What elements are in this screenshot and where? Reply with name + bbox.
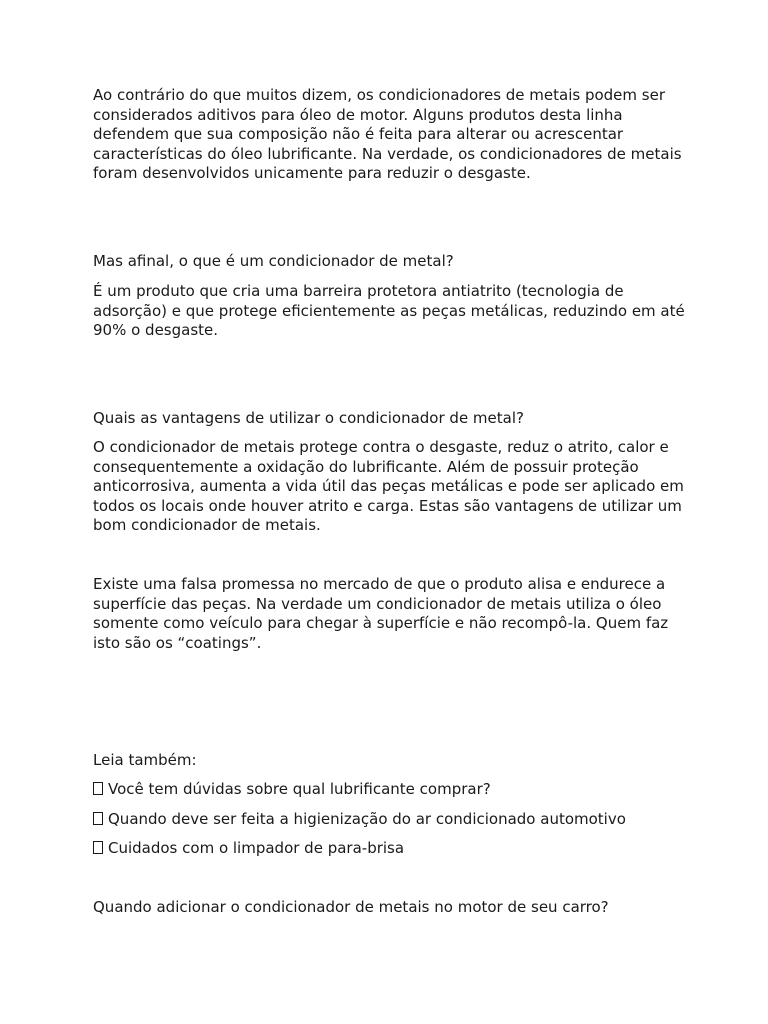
read-also-label: Leia também: bbox=[93, 751, 197, 769]
section-heading-advantages: Quais as vantagens de utilizar o condicionador de metal? bbox=[93, 409, 524, 427]
missing-glyph-icon bbox=[93, 841, 103, 854]
read-also-link-air-conditioning[interactable] bbox=[93, 810, 626, 830]
missing-glyph-icon bbox=[93, 782, 103, 795]
read-also-link-lubricant[interactable] bbox=[93, 780, 491, 800]
read-also-link-text: Você tem dúvidas sobre qual lubrificante comprar? bbox=[108, 780, 491, 798]
final-question-heading: Quando adicionar o condicionador de metais no motor de seu carro? bbox=[93, 898, 609, 916]
read-also-link-text: Quando deve ser feita a higienização do ar condicionado automotivo bbox=[108, 810, 626, 828]
missing-glyph-icon bbox=[93, 812, 103, 825]
section-heading-what-is: Mas afinal, o que é um condicionador de metal? bbox=[93, 252, 454, 270]
section-body-what-is: É um produto que cria uma barreira protetora antiatrito (tecnologia de adsorção) e que protege eficientemente as peças metálicas, reduzindo em até 90% o desgaste. bbox=[93, 282, 685, 339]
read-also-link-text: Cuidados com o limpador de para-brisa bbox=[108, 839, 405, 857]
section-body-advantages: O condicionador de metais protege contra o desgaste, reduz o atrito, calor e consequentemente a oxidação do lubrificante. Além de possuir proteção anticorrosiva, aumenta a vida útil das peças metálicas e pode ser aplicado em todos os locais onde houver atrito e carga. Estas são vantagens de utilizar um bom condicionador de metais. bbox=[93, 438, 684, 534]
intro-paragraph: Ao contrário do que muitos dizem, os condicionadores de metais podem ser considerados aditivos para óleo de motor. Alguns produtos desta linha defendem que sua composição não é feita para alterar ou acrescentar características do óleo lubrificante. Na verdade, os condicionadores de metais foram desenvolvidos unicamente para reduzir o desgaste. bbox=[93, 86, 682, 182]
read-also-link-windshield-cleaner[interactable] bbox=[93, 839, 404, 859]
coatings-paragraph: Existe uma falsa promessa no mercado de que o produto alisa e endurece a superfície das peças. Na verdade um condicionador de metais utiliza o óleo somente como veículo para chegar à superfície e não recompô-la. Quem faz isto são os “coatings”. bbox=[93, 575, 669, 652]
